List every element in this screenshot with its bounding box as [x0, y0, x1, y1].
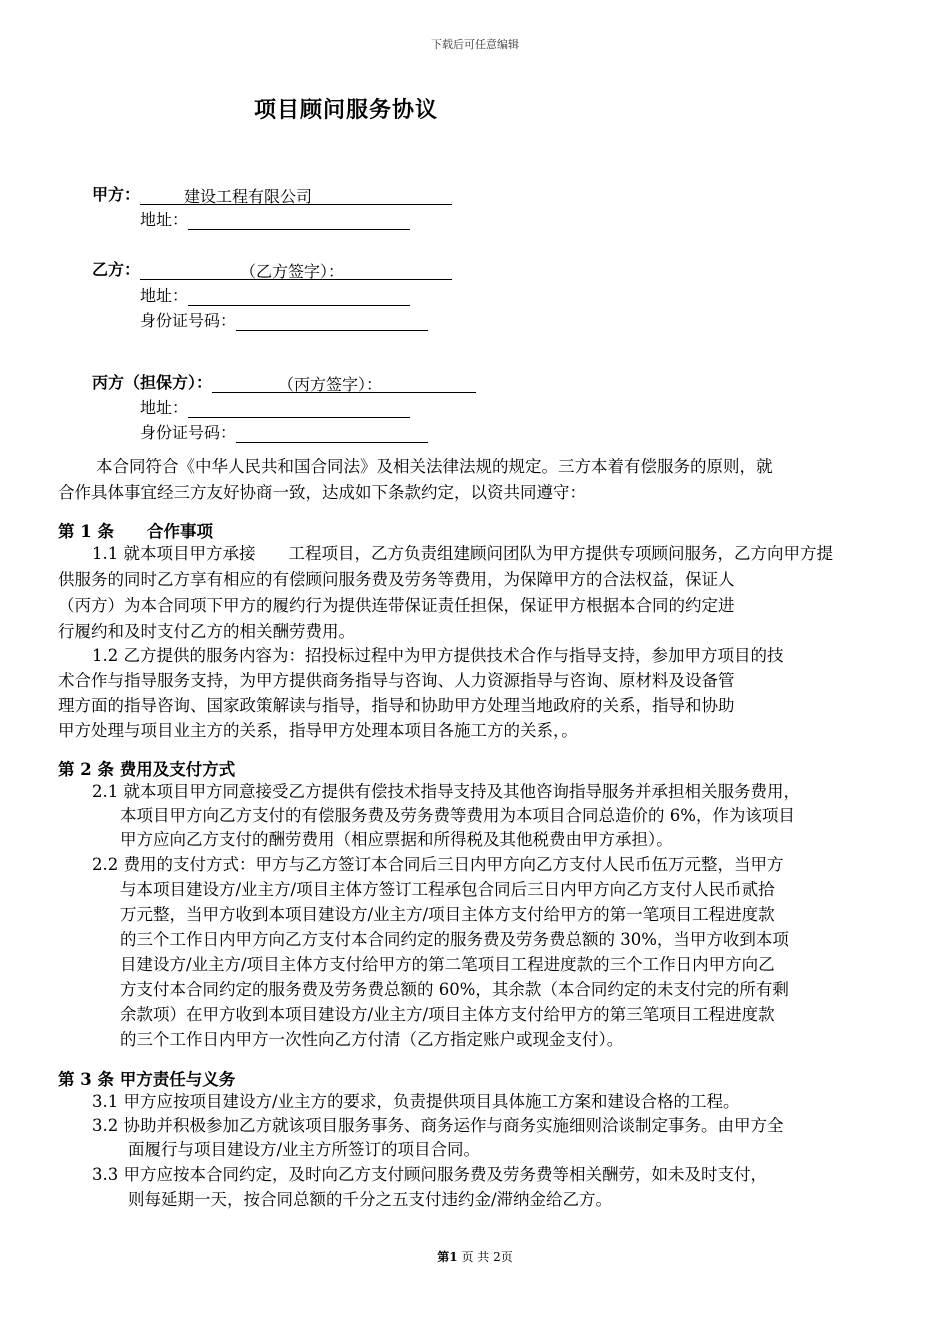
party-c-address-label: 地址： [140, 398, 189, 417]
party-c-id-field [236, 422, 428, 443]
s2-p2-line-6: 方支付本合同约定的服务费及劳务费总额的 60%，其余款（本合同约定的未支付完的所有剩 [120, 980, 789, 999]
party-b-id-line [140, 308, 428, 331]
party-a-line [92, 182, 452, 205]
party-c-line [92, 370, 476, 393]
s2-p2-line-4: 的三个工作日内甲方向乙方支付本合同约定的服务费及劳务费总额的 30%，当甲方收到本项 [120, 930, 789, 949]
footer-suffix: 页 [500, 1250, 513, 1264]
party-b-label: 乙方： [92, 260, 141, 279]
s1-p1-line-3: （丙方）为本合同项下甲方的履约行为提供连带保证责任担保，保证甲方根据本合同的约定进 [58, 596, 735, 615]
party-b-sign: （乙方签字）： [240, 262, 345, 281]
s2-p1-line-2: 本项目甲方向乙方支付的有偿服务费及劳务费等费用为本项目合同总造价的 6%，作为该项目 [120, 806, 795, 825]
footer-page-number: 1 [449, 1250, 458, 1264]
s3-p3-line-1: 3.3 甲方应按本合同约定，及时向乙方支付顾问服务费及劳务费等相关酬劳，如未及时支付， [92, 1165, 767, 1184]
s1-p1-line-1: 1.1 就本项目甲方承接 工程项目，乙方负责组建顾问团队为甲方提供专项顾问服务，乙方向甲方提 [92, 544, 833, 563]
s1-p1-line-4: 行履约和及时支付乙方的相关酬劳费用。 [58, 622, 355, 641]
s3-p2-line-1: 3.2 协助并积极参加乙方就该项目服务事务、商务运作与商务实施细则洽谈制定事务。由甲方全 [92, 1116, 784, 1135]
party-a-address-label: 地址： [140, 210, 189, 229]
footer-middle: 页 共 [461, 1250, 490, 1264]
section-1-heading: 第 1 条 合作事项 [58, 522, 213, 541]
footer-prefix: 第 [437, 1250, 450, 1264]
party-a-name: 建设工程有限公司 [184, 187, 313, 206]
s2-p2-line-2: 与本项目建设方/业主方/项目主体方签订工程承包合同后三日内甲方向乙方支付人民币贰拾 [120, 880, 775, 899]
section-3-heading: 第 3 条 甲方责任与义务 [58, 1070, 236, 1089]
party-c-label: 丙方（担保方）： [92, 373, 213, 392]
party-a-label: 甲方： [92, 185, 141, 204]
party-b-line [92, 257, 452, 280]
party-a-address-field [188, 209, 410, 230]
party-b-id-field [236, 310, 428, 331]
s1-p2-line-2: 术合作与指导服务支持，为甲方提供商务指导与咨询、人力资源指导与咨询、原材料及设备管 [58, 671, 735, 690]
header-note: 下载后可任意编辑 [431, 38, 519, 51]
party-c-id-line [140, 420, 428, 443]
party-c-address-line [140, 395, 410, 418]
s1-p2-line-3: 理方面的指导咨询、国家政策解读与指导，指导和协助甲方处理当地政府的关系，指导和协助 [58, 696, 735, 715]
party-b-id-label: 身份证号码： [140, 311, 237, 330]
party-c-id-label: 身份证号码： [140, 423, 237, 442]
s2-p2-line-1: 2.2 费用的支付方式：甲方与乙方签订本合同后三日内甲方向乙方支付人民币伍万元整，当甲方 [92, 855, 784, 874]
s2-p1-line-3: 甲方应向乙方支付的酬劳费用（相应票据和所得税及其他税费由甲方承担）。 [120, 830, 673, 849]
party-b-address-line [140, 283, 410, 306]
party-c-sign: （丙方签字）： [278, 375, 383, 394]
s2-p2-line-8: 的三个工作日内甲方一次性向乙方付清（乙方指定账户或现金支付）。 [120, 1030, 624, 1049]
party-b-address-label: 地址： [140, 286, 189, 305]
section-2-heading: 第 2 条 费用及支付方式 [58, 760, 236, 779]
party-b-address-field [188, 285, 410, 306]
party-c-sign-field [212, 372, 476, 393]
s3-p1-line-1: 3.1 甲方应按项目建设方/业主方的要求，负责提供项目具体施工方案和建设合格的工程。 [92, 1092, 740, 1111]
intro-line-2: 合作具体事宜经三方友好协商一致，达成如下条款约定，以资共同遵守： [58, 483, 586, 502]
page-footer [0, 1248, 950, 1265]
footer-total-pages: 2 [493, 1250, 501, 1264]
s2-p2-line-5: 目建设方/业主方/项目主体方支付给甲方的第二笔项目工程进度款的三个工作日内甲方向乙 [120, 955, 775, 974]
s3-p3-line-2: 则每延期一天，按合同总额的千分之五支付违约金/滞纳金给乙方。 [128, 1190, 613, 1209]
s1-p1-line-2: 供服务的同时乙方享有相应的有偿顾问服务费及劳务等费用，为保障甲方的合法权益，保证人 [58, 570, 735, 589]
intro-line-1: 本合同符合《中华人民共和国合同法》及相关法律法规的规定。三方本着有偿服务的原则，就 [96, 457, 773, 476]
s1-p2-line-1: 1.2 乙方提供的服务内容为：招投标过程中为甲方提供技术合作与指导支持，参加甲方项目的技 [92, 646, 784, 665]
party-a-name-field [140, 184, 452, 205]
s3-p2-line-2: 面履行与项目建设方/业主方所签订的项目合同。 [128, 1140, 481, 1159]
party-c-address-field [188, 397, 410, 418]
party-b-sign-field [140, 259, 452, 280]
s1-p2-line-4: 甲方处理与项目业主方的关系，指导甲方处理本项目各施工方的关系，。 [58, 721, 578, 740]
party-a-address-line [140, 207, 410, 230]
s2-p2-line-7: 余款项）在甲方收到本项目建设方/业主方/项目主体方支付给甲方的第三笔项目工程进度款 [120, 1005, 775, 1024]
s2-p1-line-1: 2.1 就本项目甲方同意接受乙方提供有偿技术指导支持及其他咨询指导服务并承担相关服务费用， [92, 782, 800, 801]
document-title: 项目顾问服务协议 [254, 97, 439, 123]
s2-p2-line-3: 万元整，当甲方收到本项目建设方/业主方/项目主体方支付给甲方的第一笔项目工程进度款 [120, 905, 775, 924]
